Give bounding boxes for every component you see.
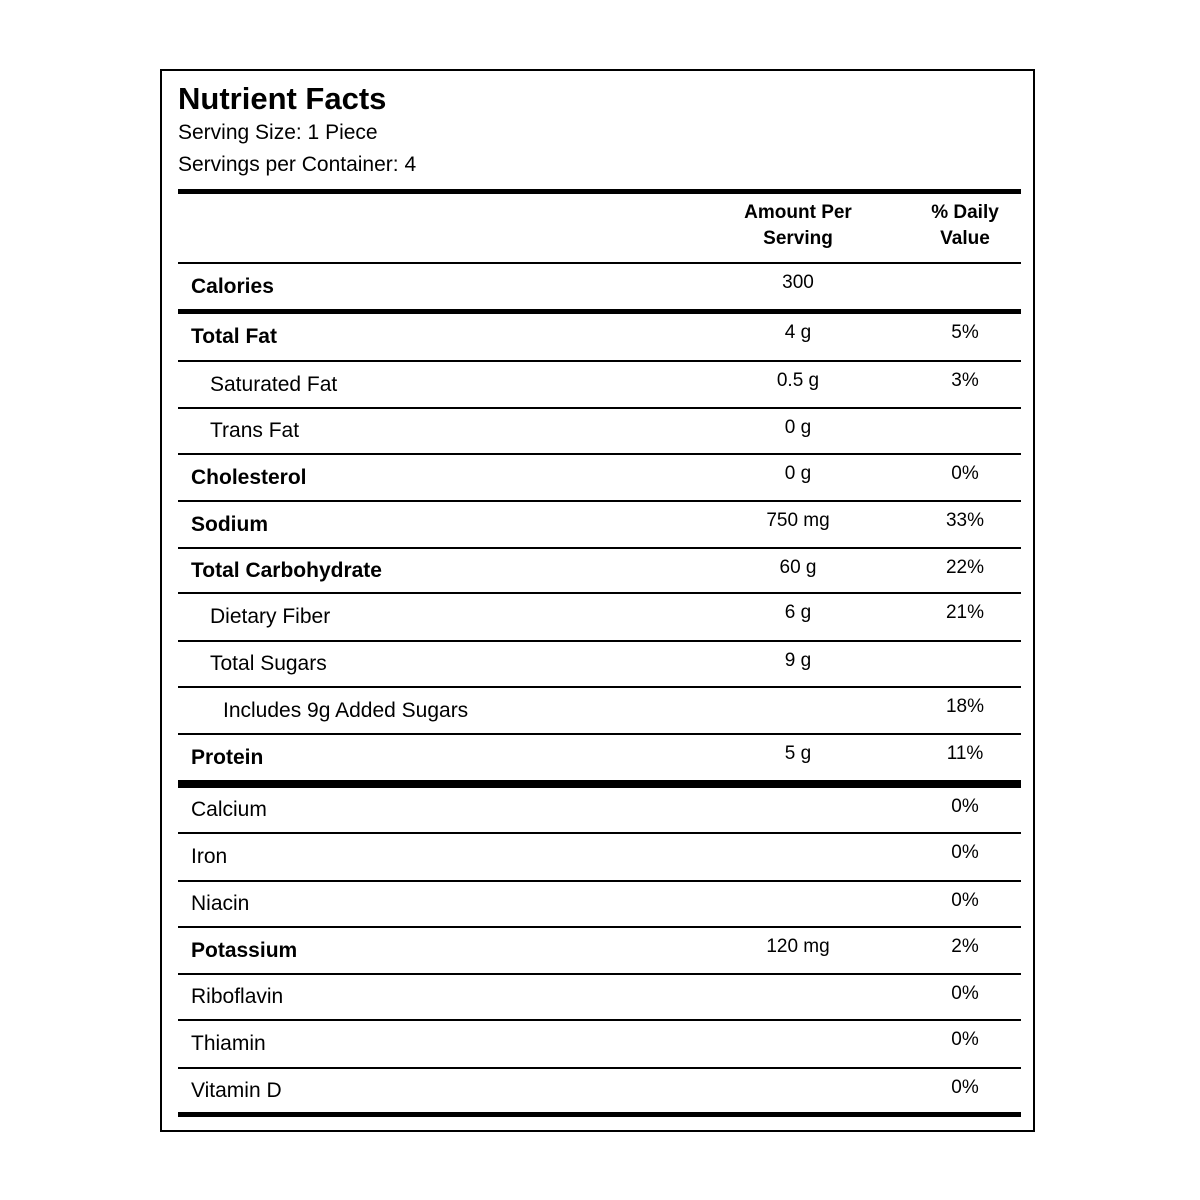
nutrient-name: Saturated Fat [210, 372, 338, 396]
servings-per-container: Servings per Container: 4 [178, 153, 417, 176]
column-header-amount-line-1: Amount Per [744, 202, 852, 223]
nutrient-name: Calories [191, 274, 274, 298]
nutrient-daily-value: 0% [951, 1077, 979, 1098]
nutrient-daily-value: 0% [951, 890, 979, 911]
label-title: Nutrient Facts [178, 81, 387, 116]
nutrient-row-trans-fat [178, 409, 1021, 455]
nutrient-daily-value: 21% [945, 602, 985, 623]
nutrient-name: Total Carbohydrate [191, 558, 382, 582]
nutrient-name: Includes 9g Added Sugars [223, 698, 469, 722]
column-header-daily-value [905, 200, 1025, 252]
nutrient-name: Thiamin [191, 1032, 266, 1055]
nutrient-amount: 4 g [784, 322, 812, 343]
nutrient-name: Sodium [191, 512, 268, 536]
nutrient-row-protein [178, 735, 1021, 788]
nutrient-name: Vitamin D [191, 1078, 282, 1102]
nutrient-daily-value: 0% [951, 983, 979, 1004]
nutrient-name: Dietary Fiber [210, 605, 331, 628]
column-header-daily-value-line-1: % Daily [931, 202, 999, 223]
nutrient-amount: 750 mg [766, 510, 830, 531]
nutrient-amount: 0 g [784, 417, 812, 438]
nutrient-row-sodium [178, 502, 1021, 549]
table-header-row [178, 189, 1021, 264]
nutrient-row-calories [178, 264, 1021, 314]
nutrient-row-saturated-fat [178, 362, 1021, 409]
nutrient-daily-value: 0% [951, 796, 979, 817]
nutrient-daily-value: 5% [951, 322, 979, 343]
nutrient-name: Riboflavin [191, 985, 284, 1008]
nutrient-daily-value: 18% [945, 696, 985, 717]
column-header-amount [718, 200, 878, 252]
nutrient-name: Trans Fat [210, 419, 300, 442]
nutrient-daily-value: 3% [951, 370, 979, 391]
nutrient-daily-value: 11% [946, 743, 984, 764]
nutrient-amount: 120 mg [766, 936, 830, 957]
nutrient-row-total-fat [178, 314, 1021, 362]
nutrient-amount: 60 g [779, 557, 817, 578]
nutrient-amount: 300 [782, 272, 814, 293]
nutrition-facts-label [160, 69, 1035, 1132]
nutrient-row-iron [178, 834, 1021, 882]
nutrient-name: Protein [191, 745, 264, 769]
nutrient-row-dietary-fiber [178, 594, 1021, 642]
nutrient-amount: 5 g [784, 743, 812, 764]
nutrient-daily-value: 0% [951, 463, 979, 484]
nutrient-name: Potassium [191, 938, 298, 962]
nutrient-row-cholesterol [178, 455, 1021, 502]
nutrient-daily-value: 22% [945, 557, 985, 578]
nutrient-amount: 6 g [784, 602, 812, 623]
nutrient-name: Iron [191, 845, 228, 868]
nutrient-name: Total Fat [191, 325, 277, 348]
column-header-amount-line-2: Serving [763, 228, 833, 249]
nutrient-daily-value: 0% [951, 842, 979, 863]
nutrient-daily-value: 33% [945, 510, 985, 531]
nutrient-amount: 0.5 g [776, 370, 820, 391]
nutrient-row-thiamin [178, 1021, 1021, 1069]
nutrient-table [178, 189, 1021, 1117]
serving-size: Serving Size: 1 Piece [178, 121, 378, 144]
nutrient-row-potassium [178, 928, 1021, 975]
nutrient-row-niacin [178, 882, 1021, 928]
nutrient-row-total-carbohydrate [178, 549, 1021, 594]
nutrient-row-riboflavin [178, 975, 1021, 1021]
nutrient-row-calcium [178, 788, 1021, 834]
nutrient-name: Total Sugars [210, 652, 327, 675]
nutrient-daily-value: 0% [951, 1029, 979, 1050]
nutrient-amount: 0 g [784, 463, 812, 484]
column-header-daily-value-line-2: Value [940, 228, 990, 249]
nutrient-row-added-sugars [178, 688, 1021, 735]
nutrient-name: Cholesterol [191, 465, 307, 489]
nutrient-row-vitamin-d [178, 1069, 1021, 1117]
nutrient-amount: 9 g [784, 650, 812, 671]
nutrient-row-total-sugars [178, 642, 1021, 688]
nutrient-daily-value: 2% [951, 936, 979, 957]
nutrient-name: Niacin [191, 892, 250, 915]
nutrient-name: Calcium [191, 798, 267, 821]
